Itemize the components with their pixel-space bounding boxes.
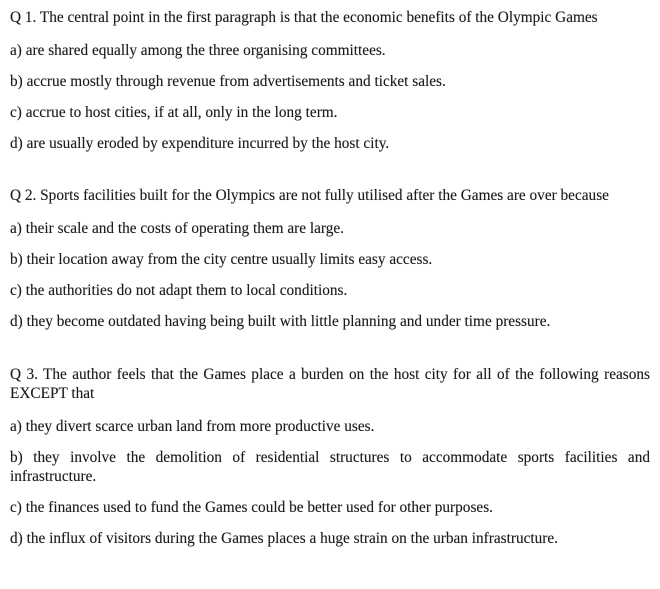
- option-text-line: a) are shared equally among the three organising committees.: [10, 41, 386, 59]
- question-3: [10, 365, 650, 549]
- question-2-option-c: [10, 281, 650, 300]
- question-text-line: Q 2. Sports facilities built for the Olympics are not fully utilised after the Games are over because: [10, 187, 609, 205]
- option-text-line: d) the influx of visitors during the Games places a huge strain on the urban infrastructure.: [10, 530, 558, 548]
- question-2-option-d: [10, 312, 650, 331]
- question-3-option-c: [10, 498, 650, 517]
- question-3-option-d: [10, 529, 650, 548]
- option-text-line: infrastructure.: [10, 468, 97, 486]
- option-text-line: b) they involve the demolition of residential structures to accommodate sports facilities and: [10, 448, 650, 466]
- question-1-option-d: [10, 134, 650, 153]
- option-text-line: a) their scale and the costs of operating them are large.: [10, 220, 344, 238]
- option-text-line: c) the finances used to fund the Games could be better used for other purposes.: [10, 499, 493, 517]
- question-3-option-b: [10, 448, 650, 487]
- question-1: [10, 8, 650, 153]
- question-1-option-b: [10, 72, 650, 91]
- question-text-line: EXCEPT that: [10, 385, 95, 403]
- option-text-line: d) are usually eroded by expenditure incurred by the host city.: [10, 134, 390, 152]
- option-text-line: d) they become outdated having being built with little planning and under time pressure.: [10, 313, 551, 331]
- option-text-line: b) their location away from the city centre usually limits easy access.: [10, 251, 433, 269]
- question-1-option-c: [10, 103, 650, 122]
- question-1-option-a: [10, 41, 650, 60]
- option-text-line: a) they divert scarce urban land from more productive uses.: [10, 417, 375, 435]
- question-2-option-a: [10, 219, 650, 238]
- question-3-stem: [10, 365, 650, 404]
- option-text-line: c) accrue to host cities, if at all, only in the long term.: [10, 103, 338, 121]
- question-2: [10, 186, 650, 331]
- question-text-line: Q 1. The central point in the first paragraph is that the economic benefits of the Olympic Games: [10, 9, 598, 26]
- question-3-option-a: [10, 417, 650, 436]
- question-2-option-b: [10, 250, 650, 269]
- question-2-stem: [10, 186, 650, 205]
- option-text-line: b) accrue mostly through revenue from advertisements and ticket sales.: [10, 72, 446, 90]
- question-text-line: Q 3. The author feels that the Games place a burden on the host city for all of the following reasons: [10, 365, 650, 383]
- question-1-stem: [10, 8, 650, 27]
- option-text-line: c) the authorities do not adapt them to local conditions.: [10, 282, 348, 300]
